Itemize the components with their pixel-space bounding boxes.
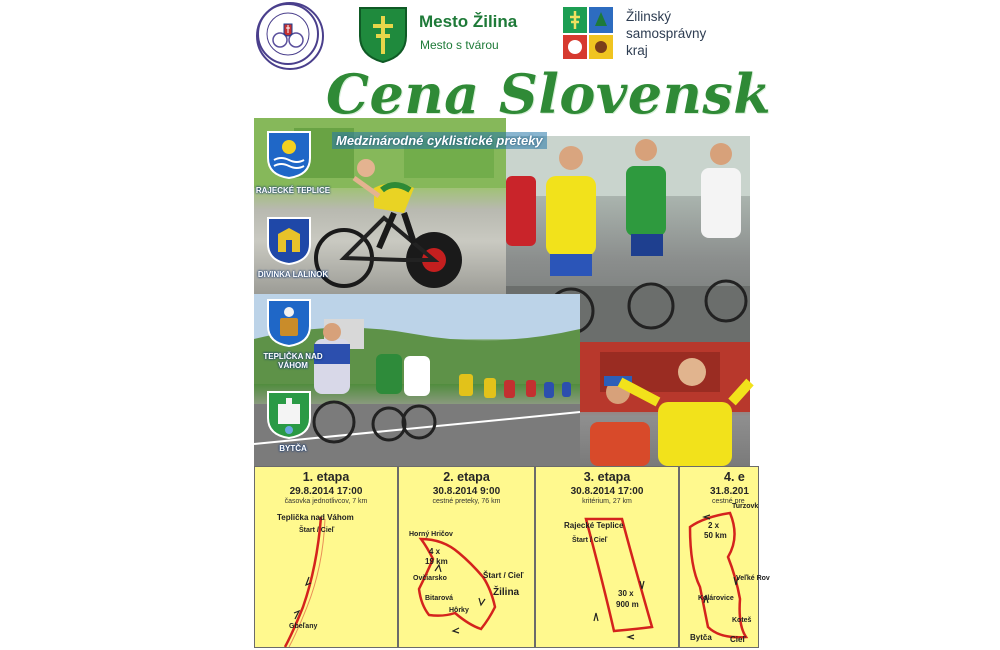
stage-3-panel [535, 466, 679, 648]
stage-2-dist: 19 km [425, 557, 448, 566]
crest-label-teplicka: TEPLIČKA NAD VÁHOM [263, 352, 323, 370]
zilina-subtitle: Mesto s tvárou [420, 38, 499, 52]
stage-1-panel [254, 466, 398, 648]
stage-2-panel [398, 466, 535, 648]
crest-label-divinka-lalinok: DIVINKA LALINOK [257, 270, 329, 279]
stage-2-title: 2. etapa [443, 470, 490, 484]
subtitle: Medzinárodné cyklistické preteky [332, 132, 547, 149]
stage-4-desc: cestné pre [712, 498, 745, 505]
stage-1-date: 29.8.2014 17:00 [289, 486, 363, 497]
stage-1-start: Štart / Cieľ [299, 527, 335, 534]
zsk-line3: kraj [626, 43, 648, 58]
stage-2-place-b: Ovčiarsko [413, 575, 447, 582]
divinka-lalinok-crest-icon [266, 216, 312, 266]
stage-4-dist: 50 km [704, 531, 727, 540]
stage-1-desc: časovka jednotlivcov, 7 km [284, 498, 368, 505]
zsk-crest-icon [562, 6, 614, 62]
stage-1-title: 1. etapa [302, 470, 350, 484]
bytca-crest-icon [266, 390, 312, 440]
stage-2-town: Žilina [493, 587, 520, 598]
stage-3-desc: kritérium, 27 km [582, 498, 632, 505]
stage-2-place-a: Horný Hričov [409, 531, 453, 538]
stage-1-end: Gbeľany [289, 623, 318, 630]
stage-4-place-a: Turzovk [732, 503, 759, 510]
stage-4-date: 31.8.201 [710, 486, 749, 497]
zilina-title: Mesto Žilina [419, 12, 518, 31]
zsk-line1: Žilinský [626, 9, 672, 24]
poster [254, 0, 772, 650]
stage-4-place-c: Kolárovice [698, 595, 734, 602]
stage-4-place-b: Veľké Rov [736, 575, 770, 582]
zilina-crest-icon [358, 6, 408, 64]
stage-2-desc: cestné preteky, 76 km [432, 498, 501, 505]
teplicka-crest-icon [266, 298, 312, 348]
crest-label-rajecke-teplice: RAJECKÉ TEPLICE [255, 186, 331, 195]
stage-4-start: Cieľ [730, 635, 746, 644]
photo-podium [580, 342, 750, 466]
stage-2-place-d: Hôrky [449, 607, 469, 614]
stage-2-date: 30.8.2014 9:00 [432, 486, 501, 497]
stage-3-town: Rajecké Teplice [564, 521, 624, 530]
stage-4-title: 4. e [724, 470, 745, 484]
stage-4-place-d: Koteš [732, 617, 752, 624]
stage-2-laps: 4 x [429, 547, 441, 556]
podium-illustration [580, 342, 750, 466]
stage-2-place-c: Bitarová [425, 595, 454, 602]
zsk-text [626, 8, 706, 59]
stage-4-town: Bytča [690, 633, 712, 642]
stages-row [254, 466, 770, 650]
stage-1-town: Teplička nad Váhom [277, 513, 354, 522]
szc-logo [256, 2, 324, 70]
stage-4-panel [679, 466, 770, 648]
stage-3-laps: 30 x [618, 589, 634, 598]
szc-emblem-icon [256, 2, 320, 66]
main-title: Cena Slovensk [326, 62, 772, 126]
stage-3-title: 3. etapa [583, 470, 631, 484]
rajecke-teplice-crest-icon [266, 130, 312, 180]
stage-4-laps: 2 x [708, 521, 720, 530]
stage-2-start: Štart / Cieľ [483, 571, 524, 580]
stage-3-dist: 900 m [616, 600, 639, 609]
stage-3-date: 30.8.2014 17:00 [570, 486, 644, 497]
stage-3-start: Štart / Cieľ [572, 537, 608, 544]
zsk-line2: samosprávny [626, 26, 707, 41]
crest-label-bytca: BYTČA [279, 444, 307, 453]
